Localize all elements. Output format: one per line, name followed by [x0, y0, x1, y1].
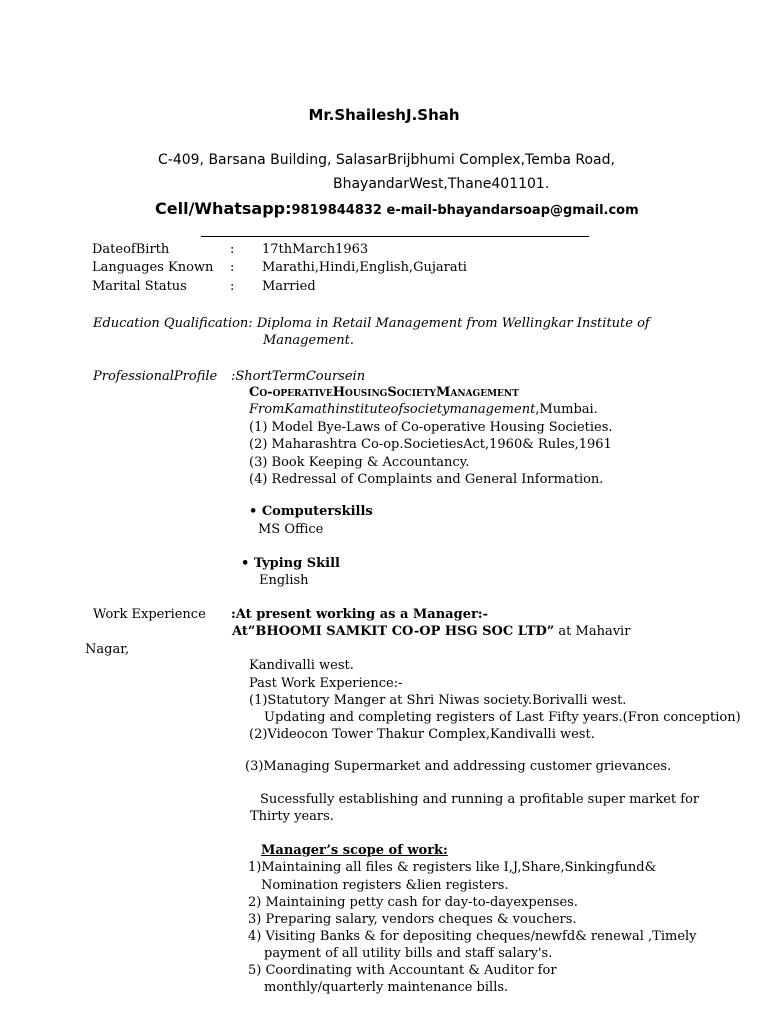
education-line-2: Management. [263, 333, 354, 348]
scope-item: 4) Visiting Banks & for depositing cheques/newfd& renewal ,Timely [248, 929, 697, 944]
present-employer [232, 623, 630, 640]
employer-area: Kandivalli west. [249, 658, 354, 673]
cell-value: 9819844832 e-mail-bhayandarsoap@gmail.com [291, 203, 639, 218]
scope-item: 2) Maintaining petty cash for day-to-dayexpenses. [248, 895, 578, 910]
scope-item: payment of all utility bills and staff salary's. [264, 946, 553, 961]
course-institute [249, 401, 598, 418]
dob-value: 17thMarch1963 [262, 242, 369, 257]
computer-skills-heading: • Computerskills [249, 504, 373, 519]
scope-item: Nomination registers &lien registers. [261, 878, 509, 893]
achievement-line: Sucessfully establishing and running a profitable super market for [260, 792, 700, 807]
cell-label: Cell/Whatsapp: [155, 199, 292, 218]
contact-line [155, 199, 639, 218]
present-job: :At present working as a Manager:- [231, 607, 489, 622]
scope-item: 1)Maintaining all files & registers like I,J,Share,Sinkingfund& [248, 860, 657, 875]
scope-item: monthly/quarterly maintenance bills. [264, 980, 509, 995]
past-job: (3)Managing Supermarket and addressing customer grievances. [245, 759, 672, 774]
header-divider [201, 236, 589, 237]
dob-sep: : [230, 242, 235, 257]
achievement-line: Thirty years. [250, 809, 334, 824]
languages-value: Marathi,Hindi,English,Gujarati [262, 260, 467, 275]
course-topic: (4) Redressal of Complaints and General Information. [249, 472, 604, 487]
languages-label: Languages Known [92, 260, 214, 275]
past-job: (2)Videocon Tower Thakur Complex,Kandivalli west. [249, 727, 595, 742]
scope-heading: Manager’s scope of work: [261, 843, 448, 858]
typing-skill-heading: • Typing Skill [241, 556, 340, 571]
address-line-2: BhayandarWest,Thane401101. [333, 176, 550, 192]
languages-sep: : [230, 260, 235, 275]
marital-label: Marital Status [92, 279, 187, 294]
computer-skills-value: MS Office [258, 522, 324, 537]
education-line-1: Education Qualification: Diploma in Retail Management from Wellingkar Institute of [93, 316, 650, 331]
dob-label: DateofBirth [92, 242, 170, 257]
employer-name: At”BHOOMI SAMKIT CO-OP HSG SOC LTD” [232, 624, 555, 639]
work-label: Work Experience [93, 607, 206, 622]
course-intro: :ShortTermCoursein [231, 369, 366, 384]
past-job: (1)Statutory Manger at Shri Niwas society.Borivalli west. [249, 693, 627, 708]
course-topic: (1) Model Bye-Laws of Co-operative Housing Societies. [249, 420, 613, 435]
scope-item: 5) Coordinating with Accountant & Auditor for [248, 963, 557, 978]
employer-location: at Mahavir [554, 624, 631, 639]
institute-city: ,Mumbai. [535, 402, 598, 417]
address-line-1: C-409, Barsana Building, SalasarBrijbhumi Complex,Temba Road, [158, 152, 615, 168]
course-title: Co-operativeHousingSocietyManagement [249, 385, 519, 400]
marital-sep: : [230, 279, 235, 294]
profile-label: ProfessionalProfile [93, 369, 218, 384]
past-work-heading: Past Work Experience:- [249, 676, 403, 691]
resume-name: Mr.ShaileshJ.Shah [308, 106, 460, 124]
scope-item: 3) Preparing salary, vendors cheques & vouchers. [248, 912, 577, 927]
typing-skill-value: English [259, 573, 309, 588]
past-job-detail: Updating and completing registers of Last Fifty years.(Fron conception) [264, 710, 741, 725]
marital-value: Married [262, 279, 316, 294]
institute-name: FromKamathinstituteofsocietymanagement [249, 402, 536, 417]
course-topic: (2) Maharashtra Co-op.SocietiesAct,1960& Rules,1961 [249, 437, 612, 452]
course-topic: (3) Book Keeping & Accountancy. [249, 455, 470, 470]
employer-location-cont: Nagar, [85, 642, 130, 657]
